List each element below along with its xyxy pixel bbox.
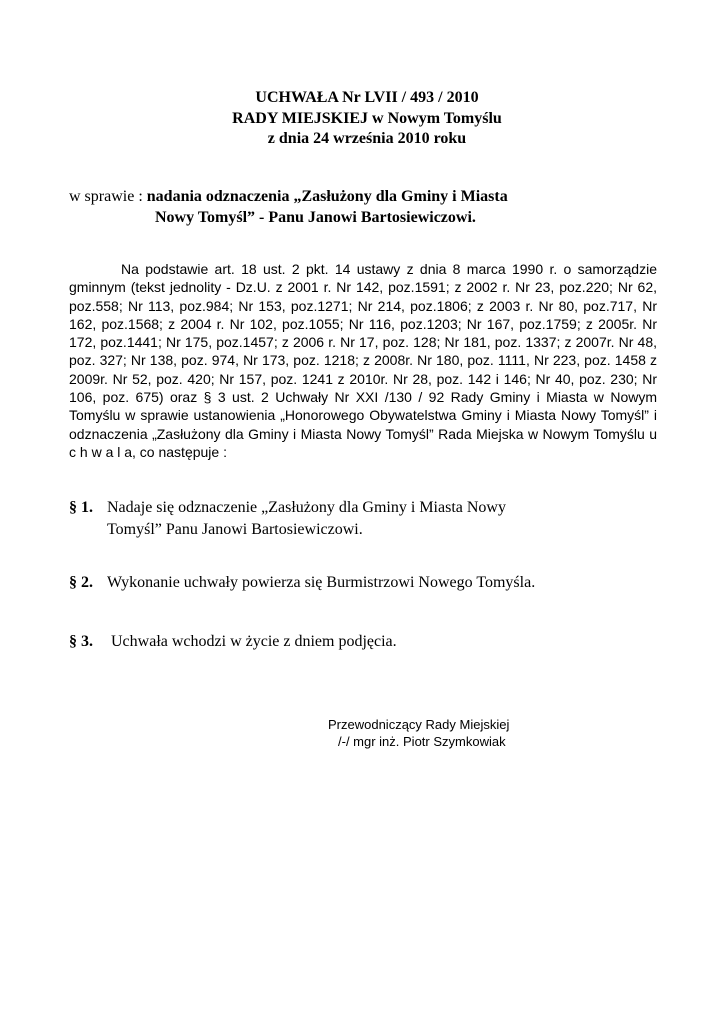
- paragraph-text-continued: Tomyśl” Panu Janowi Bartosiewiczowi.: [107, 521, 363, 538]
- paragraph-text: Nadaje się odznaczenie „Zasłużony dla Gminy i Miasta Nowy: [107, 499, 506, 516]
- paragraph-number: § 2.: [69, 574, 93, 591]
- resolution-number: UCHWAŁA Nr LVII / 493 / 2010: [255, 89, 479, 106]
- subject-block: [69, 186, 508, 228]
- paragraph-2: [69, 572, 535, 594]
- subject-line-1: [69, 186, 508, 207]
- legal-basis-paragraph: Na podstawie art. 18 ust. 2 pkt. 14 ustawy z dnia 8 marca 1990 r. o samorządzie gminnym (tekst jednolity - Dz.U. z 2001 r. Nr 142, poz.1591; z 2002 r. Nr 23, poz.220; Nr 62, poz.558; Nr 113, poz.984; Nr 153, poz.1271; Nr 214, poz.1806; z 2003 r. Nr 80, poz.717, Nr 162, poz.1568; z 2004 r. Nr 102, poz.1055; Nr 116, poz.1203; Nr 167, poz.1759; z 2005r. Nr 172, poz.1441; Nr 175, poz.1457; z 2006 r. Nr 17, poz. 128; Nr 181, poz. 1337; z 2007r. Nr 48, poz. 327; Nr 138, poz. 974, Nr 173, poz. 1218; z 2008r. Nr 180, poz. 1111, Nr 223, poz. 1458 z 2009r. Nr 52, poz. 420; Nr 157, poz. 1241 z 2010r. Nr 28, poz. 142 i 146; Nr 40, poz. 230; Nr 106, poz. 675) oraz § 3 ust. 2 Uchwały Nr XXI /130 / 92 Rady Gminy i Miasta w Nowym Tomyślu w sprawie ustanowienia „Honorowego Obywatelstwa Gminy i Miasta Nowy Tomyśl” i odznaczenia „Zasłużony dla Gminy i Miasta Nowy Tomyśl” Rada Miejska w Nowym Tomyślu u c h w a l a, co następuje :: [69, 261, 657, 460]
- paragraph-1: [69, 497, 506, 541]
- subject-prefix: w sprawie :: [69, 188, 147, 205]
- document-header: [0, 88, 724, 150]
- paragraph-text: Wykonanie uchwały powierza się Burmistrzowi Nowego Tomyśla.: [107, 574, 536, 591]
- signature-name: /-/ mgr inż. Piotr Szymkowiak: [338, 734, 506, 749]
- paragraph-number: § 3.: [69, 633, 93, 650]
- paragraph-number: § 1.: [69, 499, 93, 516]
- signature-title: Przewodniczący Rady Miejskiej: [328, 717, 510, 732]
- subject-title-part-1: nadania odznaczenia „Zasłużony dla Gminy i Miasta: [146, 188, 508, 205]
- council-name: RADY MIEJSKIEJ w Nowym Tomyślu: [232, 109, 502, 127]
- paragraph-text: Uchwała wchodzi w życie z dniem podjęcia.: [107, 633, 397, 650]
- subject-title-part-2: Nowy Tomyśl” - Panu Janowi Bartosiewiczowi.: [155, 209, 476, 226]
- resolution-date: z dnia 24 września 2010 roku: [267, 130, 467, 147]
- paragraph-3: [69, 631, 397, 653]
- signature-block: [328, 716, 509, 750]
